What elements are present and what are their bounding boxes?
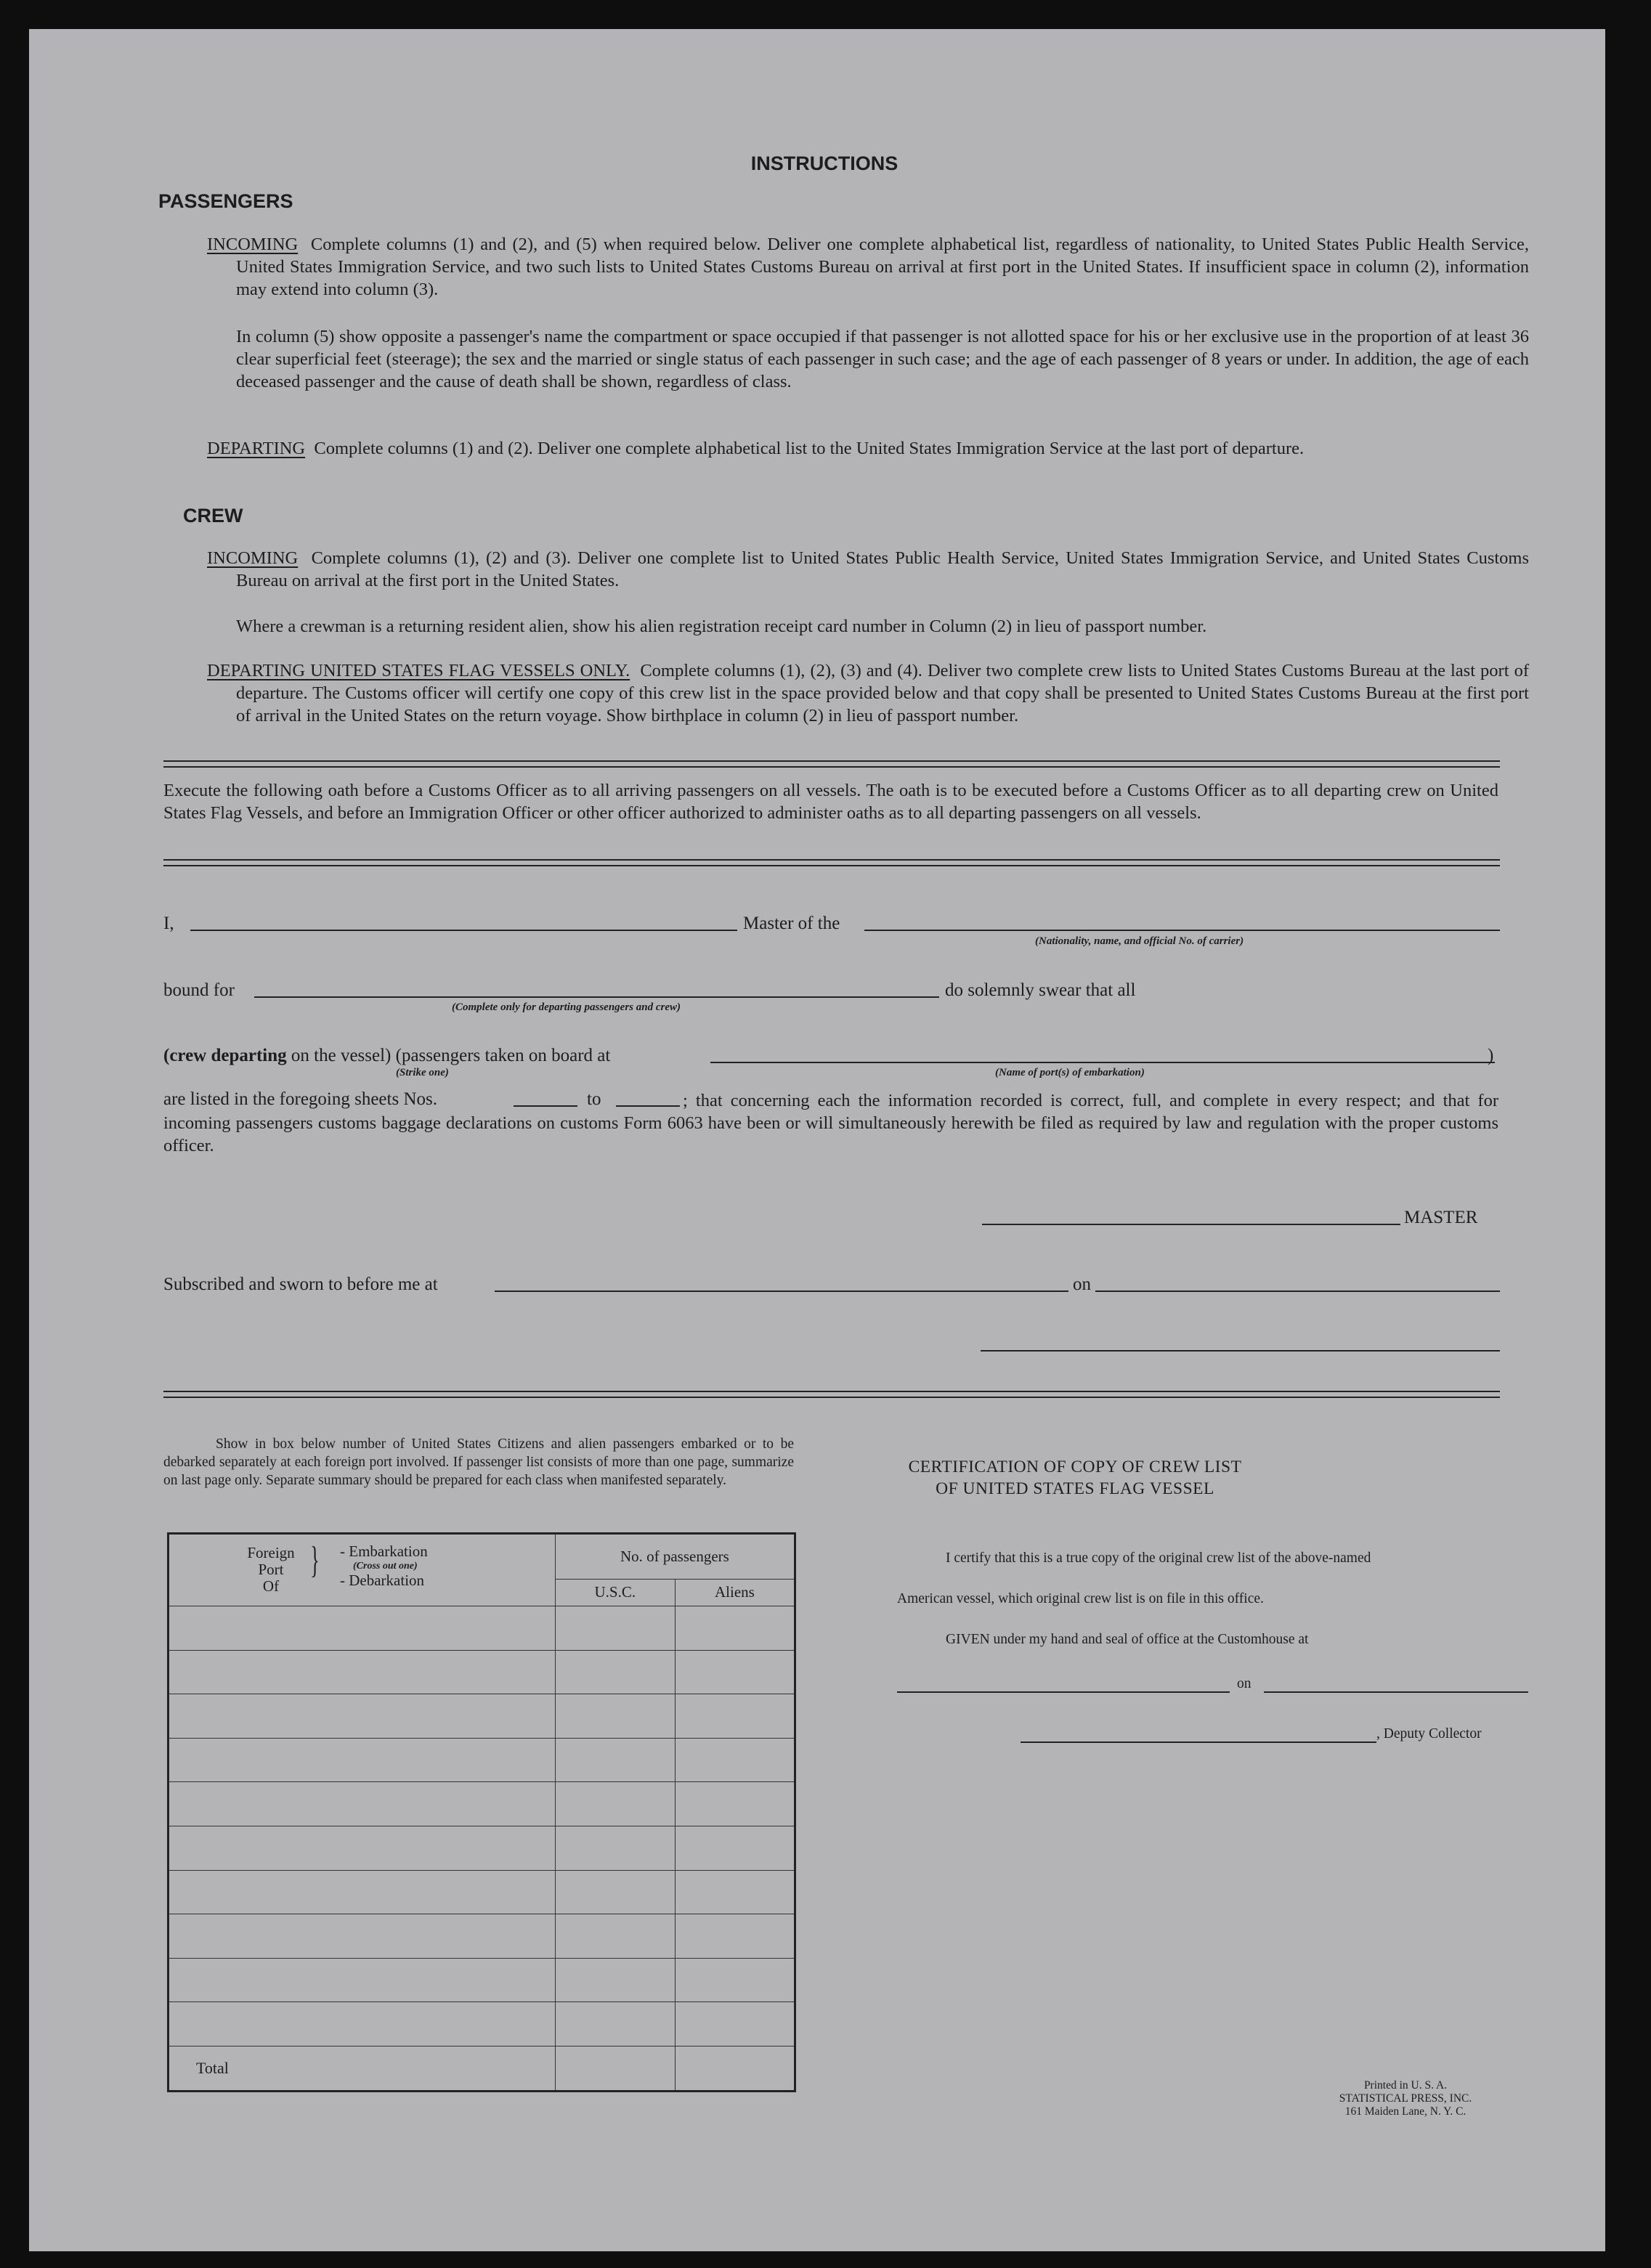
aliens-total-cell[interactable] [675, 2046, 795, 2091]
sworn-date-field[interactable] [1095, 1291, 1500, 1292]
crew-resident-paragraph: Where a crewman is a returning resident alien, show his alien registration receipt card number in Column (2) in lieu of passport number. [236, 617, 1207, 636]
embarkation-label[interactable]: - Embarkation [340, 1543, 428, 1560]
table-row [169, 1606, 795, 1651]
table-row [169, 1738, 795, 1782]
port-header-cell [169, 1534, 556, 1606]
total-row [169, 2046, 795, 2091]
cross-out-caption: (Cross out one) [353, 1561, 418, 1572]
american-vessel-text: American vessel, which original crew list is on file in this office. [897, 1591, 1264, 1606]
passengers-incoming-paragraph [207, 233, 1529, 301]
bound-for-label: bound for [163, 980, 235, 1000]
usc-cell[interactable] [555, 2002, 675, 2047]
certification-title-line2: OF UNITED STATES FLAG VESSEL [936, 1479, 1214, 1498]
table-row [169, 1870, 795, 1914]
aliens-cell[interactable] [675, 1870, 795, 1914]
usc-cell[interactable] [555, 1826, 675, 1870]
crew-heading: CREW [183, 505, 243, 527]
usc-header: U.S.C. [555, 1579, 675, 1606]
port-cell[interactable] [169, 1958, 556, 2002]
section-divider [163, 859, 1500, 866]
swear-label: do solemnly swear that all [945, 980, 1136, 1000]
table-row [169, 1914, 795, 1959]
passengers-departing-label: DEPARTING [207, 439, 306, 458]
customhouse-field[interactable] [897, 1691, 1230, 1693]
passengers-taken-label: (passengers taken on board at [395, 1046, 611, 1065]
foreign-port-of [238, 1545, 304, 1595]
port-cell[interactable] [169, 2002, 556, 2047]
master-label: MASTER [1404, 1208, 1478, 1227]
carrier-caption: (Nationality, name, and official No. of carrier) [1035, 935, 1244, 947]
certify-text: I certify that this is a true copy of the original crew list of the above-named [946, 1550, 1371, 1566]
passengers-heading: PASSENGERS [158, 190, 293, 212]
certification-title-line1: CERTIFICATION OF COPY OF CREW LIST [908, 1458, 1242, 1476]
passengers-departing-text: Complete columns (1) and (2). Deliver one complete alphabetical list to the United States Immigration Service at the last port of departure. [314, 439, 1305, 458]
port-label: Port [258, 1561, 284, 1578]
usc-cell[interactable] [555, 1650, 675, 1694]
crew-passengers-line [163, 1046, 610, 1066]
crew-departing-rest: on the vessel) [291, 1046, 392, 1065]
table-row [169, 1650, 795, 1694]
given-text: GIVEN under my hand and seal of office at the Customhouse at [946, 1632, 1309, 1647]
aliens-cell[interactable] [675, 1826, 795, 1870]
summary-instructions: Show in box below number of United States Citizens and alien passengers embarked or to be debarked separately at each foreign port involved. If passenger list consists of more than one page, summarize on last page only. Separate summary should be prepared for each class when manifested separately. [163, 1436, 794, 1488]
oath-i-label: I, [163, 914, 174, 933]
crew-incoming-text: Complete columns (1), (2) and (3). Deliver one complete list to United States Public Health Service, United States Immigration Service, and United States Customs Bureau on arrival at the first port in the United States. [236, 548, 1530, 590]
usc-cell[interactable] [555, 1914, 675, 1959]
no-of-passengers-header: No. of passengers [555, 1534, 795, 1580]
port-cell[interactable] [169, 1782, 556, 1826]
certification-date-field[interactable] [1264, 1691, 1528, 1693]
port-cell[interactable] [169, 1738, 556, 1782]
printer-line1: Printed in U. S. A. [1363, 2079, 1448, 2092]
port-cell[interactable] [169, 1694, 556, 1739]
total-label: Total [169, 2046, 556, 2091]
usc-cell[interactable] [555, 1738, 675, 1782]
crew-departing-text: Complete columns (1), (2), (3) and (4). Deliver two complete crew lists to United States Customs Bureau at the last port of departure. The Customs officer will certify one copy of this crew list in the space provided below and that copy shall be presented to United States Customs Bureau at the first port of arrival in the United States on the return voyage. Show birthplace in column (2) in lieu of passport number. [236, 661, 1529, 725]
subscribed-label: Subscribed and sworn to before me at [163, 1275, 438, 1294]
port-cell[interactable] [169, 1826, 556, 1870]
port-cell[interactable] [169, 1606, 556, 1651]
officer-signature-field[interactable] [981, 1350, 1500, 1352]
embark-debark-labels [340, 1543, 428, 1589]
port-cell[interactable] [169, 1870, 556, 1914]
sworn-place-field[interactable] [495, 1291, 1068, 1292]
bound-for-field[interactable] [254, 996, 939, 998]
passengers-incoming-label: INCOMING [207, 235, 299, 254]
aliens-cell[interactable] [675, 1694, 795, 1739]
port-caption: (Name of port(s) of embarkation) [995, 1067, 1145, 1078]
printer-line3: 161 Maiden Lane, N. Y. C. [1344, 2105, 1467, 2118]
usc-cell[interactable] [555, 1694, 675, 1739]
aliens-cell[interactable] [675, 2002, 795, 2047]
certification-on-label: on [1237, 1676, 1252, 1691]
deputy-collector-label: , Deputy Collector [1376, 1726, 1482, 1741]
passengers-departing-paragraph [207, 437, 1529, 460]
embarkation-port-field[interactable] [710, 1062, 1495, 1063]
aliens-cell[interactable] [675, 1650, 795, 1694]
certification-title [893, 1456, 1257, 1500]
aliens-header: Aliens [675, 1579, 795, 1606]
usc-cell[interactable] [555, 1870, 675, 1914]
foreign-label: Foreign [247, 1544, 295, 1561]
printer-imprint [1297, 2079, 1514, 2118]
usc-cell[interactable] [555, 1958, 675, 2002]
port-cell[interactable] [169, 1650, 556, 1694]
table-row [169, 1826, 795, 1870]
table-row [169, 1782, 795, 1826]
aliens-cell[interactable] [675, 1914, 795, 1959]
master-name-field[interactable] [190, 930, 737, 931]
aliens-cell[interactable] [675, 1606, 795, 1651]
section-divider [163, 760, 1500, 768]
section-divider [163, 1391, 1500, 1398]
master-signature-field[interactable] [982, 1224, 1400, 1225]
carrier-field[interactable] [864, 930, 1500, 931]
table-row [169, 1958, 795, 2002]
passenger-summary-table [167, 1532, 796, 2092]
column5-paragraph: In column (5) show opposite a passenger's name the compartment or space occupied if that passenger is not allotted space for his or her exclusive use in the proportion of at least 36 clear superficial feet (steerage); the sex and the married or single status of each passenger in such case; and the age of each passenger of 8 years or under. In addition, the age of each deceased passenger and the cause of death shall be shown, regardless of class. [236, 327, 1529, 391]
to-label: to [587, 1089, 601, 1109]
aliens-cell[interactable] [675, 1738, 795, 1782]
printer-line2: STATISTICAL PRESS, INC. [1339, 2092, 1472, 2105]
crew-incoming-paragraph [207, 547, 1529, 592]
subscribed-on-label: on [1073, 1275, 1091, 1294]
debarkation-label[interactable]: - Debarkation [340, 1572, 425, 1589]
crew-incoming-label: INCOMING [207, 548, 299, 568]
port-cell[interactable] [169, 1914, 556, 1959]
form-sheet [29, 29, 1605, 2251]
oath-instructions: Execute the following oath before a Customs Officer as to all arriving passengers on all vessels. The oath is to be executed before a Customs Officer as to all departing crew on United States Flag Vessels, and before an Immigration Officer or other officer authorized to administer oaths as to all departing passengers on all vessels. [163, 781, 1498, 823]
crew-departing-label: DEPARTING UNITED STATES FLAG VESSELS ONLY. [207, 661, 630, 680]
deputy-signature-field[interactable] [1021, 1741, 1376, 1743]
table-row [169, 2002, 795, 2047]
aliens-cell[interactable] [675, 1782, 795, 1826]
usc-total-cell[interactable] [555, 2046, 675, 2091]
close-paren: ) [1488, 1046, 1494, 1065]
aliens-cell[interactable] [675, 1958, 795, 2002]
strike-caption: (Strike one) [396, 1067, 449, 1078]
master-of-label: Master of the [743, 914, 840, 933]
listed-text-1: are listed in the foregoing sheets Nos. [163, 1089, 437, 1109]
bound-for-caption: (Complete only for departing passengers and crew) [452, 1001, 681, 1013]
brace-glyph: } [310, 1540, 320, 1581]
usc-cell[interactable] [555, 1782, 675, 1826]
of-label: Of [262, 1577, 280, 1595]
page-title: INSTRUCTIONS [750, 153, 898, 174]
table-row [169, 1694, 795, 1739]
usc-cell[interactable] [555, 1606, 675, 1651]
listed-text-2: ; that concerning each the information recorded is correct, full, and complete in every respect; and that for incoming passengers customs baggage declarations on customs Form 6063 have been or will simultaneously herewith be filed as required by law and regulation with the proper customs officer. [163, 1091, 1498, 1155]
crew-departing-bold: (crew departing [163, 1046, 287, 1065]
crew-departing-paragraph [207, 659, 1529, 727]
passengers-incoming-text: Complete columns (1) and (2), and (5) when required below. Deliver one complete alphabetical list, regardless of nationality, to United States Public Health Service, United States Immigration Service, and two such lists to United States Customs Bureau on arrival at first port in the United States. If insufficient space in column (2), information may extend into column (3). [236, 235, 1530, 299]
